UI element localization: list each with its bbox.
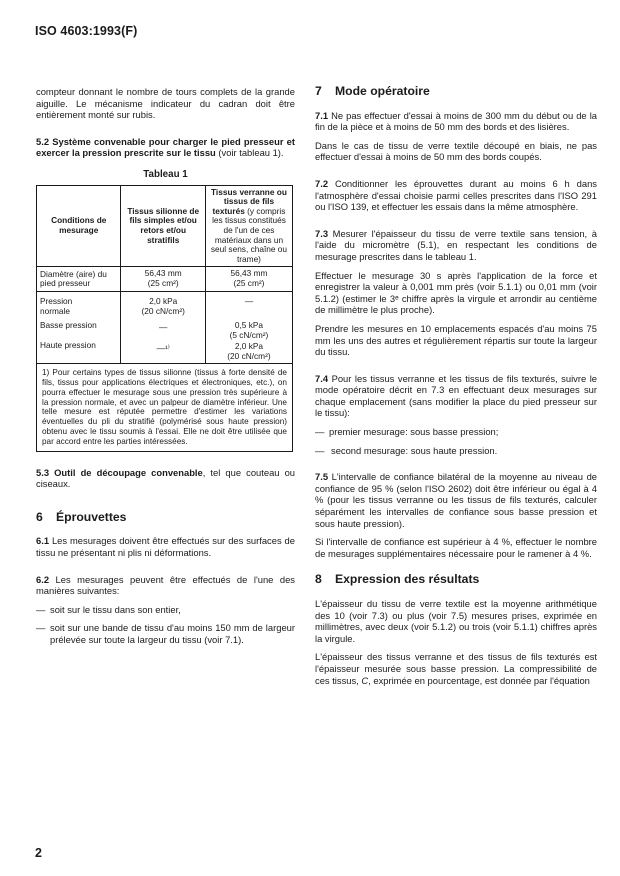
header-conditions: Conditions de mesurage	[37, 185, 121, 267]
row-label-low-pressure: Basse pression	[40, 319, 97, 330]
row-label-diameter: Diamètre (aire) du pied presseur	[37, 267, 121, 292]
compressibility-variable: C	[361, 674, 369, 686]
clause-5-2	[36, 136, 295, 159]
clause-7-2	[315, 178, 597, 213]
table-header-row	[37, 185, 293, 267]
clause-text: Ne pas effectuer d'essai à moins de 300 mm du début ou de la fin de la pièce et à moins de 50 mm des bords et des lisières.	[315, 109, 597, 133]
clause-text: Conditionner les éprouvettes durant au moins 6 h dans l'atmosphère d'essai choisie parmi celles prescrites dans l'ISO 291 ou l'ISO 139, et effectuer les essais dans la même atmosphère.	[315, 177, 597, 213]
cell-diameter-silionne	[121, 267, 205, 292]
table-footnote: 1) Pour certains types de tissus silionne (tissus à forte densité de fils, tissus pour applications électriques et électroniques, etc.), on pourra effectuer le mesurage sous une pression très supérieure à la pression normale, et avec un palpeur de diamètre inférieur. Une telle mesure est réputée permettre d'estimer les variations éventuelles du pli du stratifié (polymérisé sous haute pression) obtenu avec le tissu soumis à l'essai. Elle ne doit être utilisée que par accord entre les parties intéressées.	[37, 364, 293, 451]
cell-value: —	[244, 296, 254, 307]
clause-6-1	[36, 535, 295, 558]
clause-text: Mesurer l'épaisseur du tissu de verre textile sans tension, à l'aide du micromètre (5.1), en respectant les conditions de mesurage prescrites dans le tableau 1.	[315, 227, 597, 262]
left-column	[36, 86, 295, 653]
clause-number: 7.3	[315, 227, 329, 239]
row-label-normal-pressure: Pression normale	[40, 296, 73, 316]
cell-value: (25 cm²)	[147, 278, 179, 289]
cell-value: (20 cN/cm²)	[227, 350, 271, 361]
clause-7-4	[315, 373, 597, 419]
list-item-text: soit sur le tissu dans son entier,	[50, 603, 181, 615]
cell-diameter-verranne	[205, 267, 292, 292]
section-8-heading	[315, 574, 597, 586]
list-item-text: second mesurage: sous haute pression.	[331, 444, 498, 456]
clause-number: 6.1	[36, 535, 50, 547]
clause-number: 7.2	[315, 177, 329, 189]
clause-7-1-paragraph-2: Dans le cas de tissu de verre textile découpé en biais, ne pas effectuer d'essai à moins de 50 mm des bords coupés.	[315, 139, 597, 163]
clause-7-3	[315, 228, 597, 263]
section-8-paragraph-1: L'épaisseur du tissu de verre textile est la moyenne arithmétique des 10 (voir 7.3) ou plus (voir 7.5) mesures prises, exprimée en millimètres, avec deux (voir 5.1.2) ou trois (voir 5.1.1) chiffres après la virgule.	[315, 598, 597, 644]
paragraph-text: L'épaisseur des tissus verranne et des tissus de fils texturés est l'épaisseur mesurée sous basse pression. La compressibilité de ces tissus,	[315, 651, 597, 686]
clause-5-3	[36, 467, 295, 490]
list-item	[36, 622, 295, 645]
cell-value: 56,43 mm	[230, 268, 268, 279]
dash-bullet: —	[36, 622, 46, 634]
clause-number: 5.3	[36, 466, 50, 478]
list-item	[315, 445, 597, 457]
list-item	[315, 426, 597, 438]
clause-7-3-paragraph-3: Prendre les mesures en 10 emplacements espacés d'au moins 75 mm les uns des autres et régulièrement répartis sur toute la largeur du tissu.	[315, 322, 597, 358]
section-6-heading	[36, 509, 295, 524]
list-item	[36, 604, 295, 616]
section-8-paragraph-2	[315, 651, 597, 686]
header-verranne	[205, 185, 292, 267]
list-item-text: premier mesurage: sous basse pression;	[329, 426, 499, 438]
cell-value: 2,0 kPa	[149, 296, 178, 307]
dash-bullet: —	[315, 444, 325, 456]
section-title: Mode opératoire	[335, 84, 430, 98]
section-number: 7	[315, 84, 322, 98]
cell-value: —	[159, 321, 168, 332]
conditions-table	[36, 185, 293, 452]
cell-value: 56,43 mm	[144, 268, 182, 279]
cell-value: 0,5 kPa	[234, 319, 264, 330]
section-title: Expression des résultats	[335, 572, 480, 587]
row-label-high-pressure: Haute pression	[40, 340, 96, 351]
dash-bullet: —	[36, 603, 46, 615]
cell-value: (5 cN/cm²)	[229, 329, 269, 340]
header-verranne-bold: Tissus verranne ou tissus de fils texturés	[211, 186, 287, 216]
page-number: 2	[35, 846, 42, 860]
cell-value: (25 cm²)	[233, 278, 265, 289]
cell-value: 2,0 kPa	[234, 341, 264, 352]
table-row	[37, 267, 293, 292]
clause-number: 6.2	[36, 573, 50, 585]
paragraph-text: , exprimée en pourcentage, est donnée par l'équation	[368, 674, 590, 686]
section-number: 6	[36, 509, 43, 524]
clause-text: Pour les tissus verranne et les tissus de fils texturés, suivre le mode opératoire décrit en 7.3 en effectuant deux mesurages sur chaque emplacement (sans modifier la place du pied presseur sur le tissu):	[315, 372, 597, 419]
clause-number: 7.4	[315, 372, 329, 384]
section-title: Éprouvettes	[56, 509, 127, 524]
cell-value: —¹⁾	[156, 343, 170, 354]
dash-bullet: —	[315, 426, 325, 438]
clause-text: , tel que couteau ou ciseaux.	[36, 466, 296, 490]
cells-pressure-silionne	[121, 292, 205, 364]
cells-pressure-verranne	[205, 292, 292, 364]
table-title: Tableau 1	[143, 168, 188, 180]
list-item-text: soit sur une bande de tissu d'au moins 150 mm de largeur prélevée sur toute la largeur du tissu (voir 7.1).	[50, 622, 295, 645]
clause-text: L'intervalle de confiance bilatéral de la moyenne au niveau de confiance de 95 % (selon l'ISO 2602) doit être inférieur ou égal à 4 % (pour les tissus verranne ou les tissus de fils texturés, calculer séparément les intervalles de confiance sous basse pression et sous haute pression).	[315, 471, 597, 529]
clause-7-5-paragraph-2: Si l'intervalle de confiance est supérieur à 4 %, effectuer le nombre de mesurages supplémentaires nécessaire pour le ramener à 4 %.	[315, 536, 597, 559]
document-id-header: ISO 4603:1993(F)	[35, 24, 138, 38]
clause-text: (voir tableau 1).	[215, 147, 284, 159]
clause-number: 5.2	[36, 135, 50, 147]
right-column	[315, 86, 597, 693]
clause-7-3-paragraph-2: Effectuer le mesurage 30 s après l'application de la force et enregistrer la valeur à 0,001 mm près (voir 5.1.1) ou 0,01 mm (voir 5.1.2) (estimer le 3ᵉ chiffre après la virgule et arrondir au centième de millimètre le plus proche).	[315, 269, 597, 316]
clause-number: 7.5	[315, 471, 329, 483]
clause-7-1	[315, 110, 597, 133]
section-7-heading	[315, 86, 597, 98]
clause-text: Les mesurages doivent être effectués sur des surfaces de tissu ne présentant ni plis ni déformations.	[36, 535, 295, 559]
clause-heading-text: Outil de découpage convenable	[54, 466, 203, 478]
header-silionne: Tissus silionne de fils simples et/ou retors et/ou stratifils	[121, 185, 205, 267]
header-verranne-rest: (y compris les tissus constitués de l'un de ces matériaux dans un seul sens, chaîne ou trame)	[210, 205, 288, 264]
table-footnote-row	[37, 364, 293, 451]
clause-6-2	[36, 574, 295, 597]
row-labels-pressure	[37, 292, 121, 364]
clause-text: Les mesurages peuvent être effectués de l'une des manières suivantes:	[36, 573, 295, 597]
table-row	[37, 292, 293, 364]
intro-paragraph: compteur donnant le nombre de tours complets de la grande aiguille. Le mécanisme indicateur du cadran doit être entièrement monté sur rubis.	[36, 86, 295, 121]
clause-7-5	[315, 471, 597, 529]
section-number: 8	[315, 572, 322, 587]
clause-heading-text: Système convenable pour charger le pied presseur et exercer la pression prescrite sur le tissu	[36, 135, 295, 159]
cell-value: (20 cN/cm²)	[141, 305, 185, 316]
clause-number: 7.1	[315, 109, 329, 121]
